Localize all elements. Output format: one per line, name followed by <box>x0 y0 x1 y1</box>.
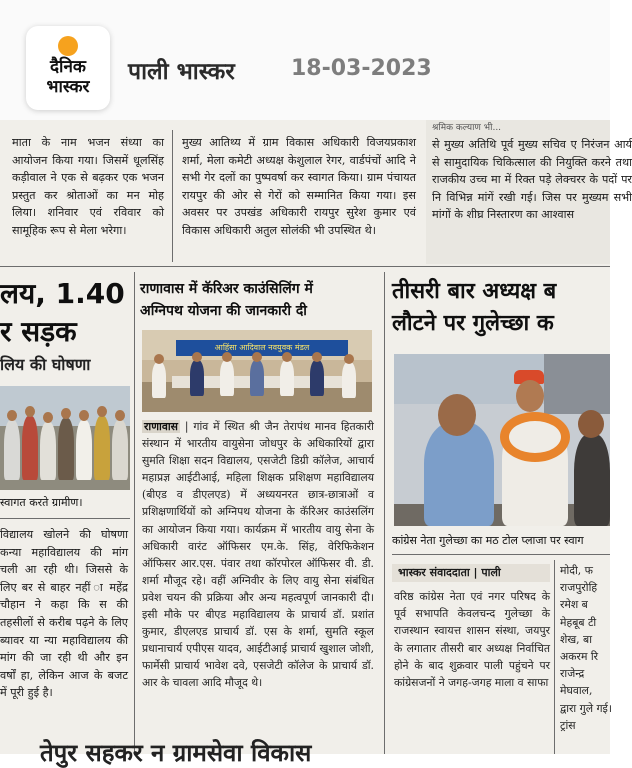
center-dateline: राणावास <box>144 420 178 433</box>
center-photo-banner: आहिंसा आदिवाल नवयुवक मंडल <box>176 340 348 356</box>
top-column-2 <box>182 134 416 258</box>
edition-date: 18-03-2023 <box>291 56 432 81</box>
newspaper-clipping <box>0 120 632 767</box>
top-column-2-text: मुख्य आतिथ्य में ग्राम विकास अधिकारी विजयप्रकाश शर्मा, मेला कमेटी अध्यक्ष केशुलाल रेगर, वार्डपंचों आदि ने सभी गेर दलों का पुष्पवर्षा कर स्वागत किया। ग्राम पंचायत रायपुर की ओर से गेरों को सम्मानित किया गया। इस अवसर पर उपखंड अधिकारी रायपुर सुरेश कुमार एवं विकास अधिकारी अतुल सोलंकी भी उपस्थित थे। <box>182 136 416 237</box>
bottom-cut-headline: तेपुर सहकर न ग्रामसेवा विकास <box>40 739 312 767</box>
right-story-byline: भास्कर संवाददाता | पाली <box>392 564 550 582</box>
left-story <box>0 276 130 754</box>
center-story-photo <box>142 330 372 412</box>
column-divider <box>384 272 385 754</box>
center-headline-line1: राणावास में कॅरिअर काउंसिलिंग में <box>140 281 313 297</box>
left-photo-caption: स्वागत करते ग्रामीण। <box>0 496 83 509</box>
left-headline-line2: र सड़क <box>0 315 77 348</box>
column-divider <box>134 272 135 754</box>
right-story-photo <box>394 354 610 526</box>
top-column-1 <box>12 134 164 258</box>
right-headline-line2: लौटने पर गुलेच्छा क <box>392 311 554 336</box>
right-story <box>392 276 610 754</box>
right-story-body: वरिष्ठ कांग्रेस नेता एवं नगर परिषद के पूर्व सभापति केवलचन्द गुलेच्छा के राजस्थान स्वायत्त शासन संस्था, जयपुर के लगातार तीसरी बार अध्यक्ष निर्वाचित होने के बाद शुक्रवार पाली पहुंचने पर कांग्रेसजनों ने जगह-जगह माला व साफा <box>394 590 550 690</box>
edition-title: पाली भास्कर <box>128 59 235 85</box>
right-headline-line1: तीसरी बार अध्यक्ष ब <box>392 279 557 304</box>
logo-text-line1: दैनिक <box>50 57 86 77</box>
top-column-3-cut-line: श्रमिक कल्याण भी... <box>432 123 502 133</box>
right-story-side-column: मोदी, फ राजपुरोहि रमेश ब मेहबूब टी शेख, बा अकरम रि राजेन्द्र मेघवाल, द्वारा गुले गई। ट्रांस <box>560 564 612 732</box>
app-header <box>0 0 610 120</box>
logo-text-line2: भास्कर <box>46 77 90 97</box>
top-column-3-text: से मुख्य अतिथि पूर्व मुख्य सचिव ए निरंजन आर्य से सामुदायिक चिकित्साल की नियुक्ति करने तथा राजकीय उच्च मा में रिक्त पड़े लेक्चरर के पदों पर नि विभिन्न मांगें रखी गई। जिस पर मुख्यम सभी मांगों के शीघ्र निस्तारण का आश्वास <box>432 138 632 222</box>
left-story-body: विद्यालय खोलने की घोषणा कन्या महाविद्यालय की मांग चली आ रही थी। जिससे के लिए बर से बाहर नहीं ा महेंद्र चौहान ने कहा कि स की तहसीलों से करीब पढ़ने के लिए ब्यावर या न्या महाविद्यालय की मांग की जा रही थी और इन वर्षों हा, लेकिन आज के बजट में पूरी हुई है। <box>0 528 128 700</box>
top-column-3 <box>426 120 632 264</box>
column-divider <box>172 130 173 262</box>
center-story <box>140 278 376 754</box>
left-subheadline: लिय की घोषणा <box>0 355 91 374</box>
horizontal-rule <box>0 266 610 267</box>
top-column-1-text: माता के नाम भजन संध्या का आयोजन किया गया। जिसमें धूलसिंह कड़ीवाल ने एक से बढ़कर एक भजन प्रस्तुत कर श्रोताओं का मन मोह लिया। शनिवार एवं रविवार को सामूहिक रूप से मेला भरेगा। <box>12 136 164 237</box>
left-story-photo <box>0 386 130 490</box>
dainik-bhaskar-logo[interactable] <box>26 26 110 110</box>
center-story-text: गांव में स्थित श्री जैन तेरापंथ मानव हितकारी संस्थान में भारतीय वायुसेना जोधपुर के अधिकारियों द्वारा सुमति शिक्षा सदन विद्यालय, एसजेटी डिग्री कॉलेज, आचार्य महाप्रज्ञ आईटीआई, महिला शिक्षक प्रशिक्षण महाविद्यालय (बीएड व डीएलएड) में अध्ययनरत छात्र-छात्राओं व प्रशिक्षणार्थियों को अग्निपथ योजना के कॅरिअर काउंसलिंग का आयोजन किया गया। कार्यक्रम में भारतीय वायु सेना के अधिकारी वारंट ऑफिसर एम.के. सिंह, वेरिफिकेशन ऑफिसर आर.एस. पंवार तथा कॉरपोरल ऑफिसर वी. डी. शर्मा मौजूद रहे। वहीं अग्निवीर के लिए वायु सेना संबंधित प्रवेश चयन की प्रक्रिया और अन्य महत्वपूर्ण जानकारी दी। इसी मौके पर बीएड महाविद्यालय के प्राचार्य डॉ. प्रशांत कुमार, डीएलएड प्राचार्य डॉ. एस के शर्मा, सुमति स्कूल प्रधानाचार्य एपीएस यादव, आईटीआई प्राचार्य खुशाल जोशी, फार्मेसी प्राचार्य भावेश दवे, एसजेटी कॉलेज के प्राचार्य डॉ. आर के चावला आदि मौजूद थे। <box>142 420 374 690</box>
left-headline-line1: लय, 1.40 <box>0 277 125 310</box>
sun-icon <box>58 36 78 56</box>
center-headline-line2: अग्निपथ योजना की जानकारी दी <box>140 303 307 319</box>
right-photo-caption: कांग्रेस नेता गुलेच्छा का मठ टोल प्लाजा पर स्वाग <box>392 534 584 547</box>
center-story-body: राणावास | गांव में स्थित श्री जैन तेरापंथ मानव हितकारी संस्थान में भारतीय वायुसेना जोधपुर के अधिकारियों द्वारा सुमति शिक्षा सदन विद्यालय, एसजेटी डिग्री कॉलेज, आचार्य महाप्रज्ञ आईटीआई, महिला शिक्षक प्रशिक्षण महाविद्यालय (बीएड व डीएलएड) में अध्ययनरत छात्र-छात्राओं व प्रशिक्षणार्थियों को अग्निपथ योजना के कॅरिअर काउंसलिंग का आयोजन किया गया। कार्यक्रम में भारतीय वायु सेना के अधिकारी वारंट ऑफिसर एम.के. सिंह, वेरिफिकेशन ऑफिसर आर.एस. पंवार तथा कॉरपोरल ऑफिसर वी. डी. शर्मा मौजूद रहे। वहीं अग्निवीर के लिए वायु सेना संबंधित प्रवेश चयन की प्रक्रिया और अन्य महत्वपूर्ण जानकारी दी। इसी मौके पर बीएड महाविद्यालय के प्राचार्य डॉ. प्रशांत कुमार, डीएलएड प्राचार्य डॉ. एस के शर्मा, सुमति स्कूल प्रधानाचार्य एपीएस यादव, आईटीआई प्राचार्य खुशाल जोशी, फार्मेसी प्राचार्य भावेश दवे, एसजेटी कॉलेज के प्राचार्य डॉ. आर के चावला आदि मौजूद थे। <box>142 420 374 690</box>
